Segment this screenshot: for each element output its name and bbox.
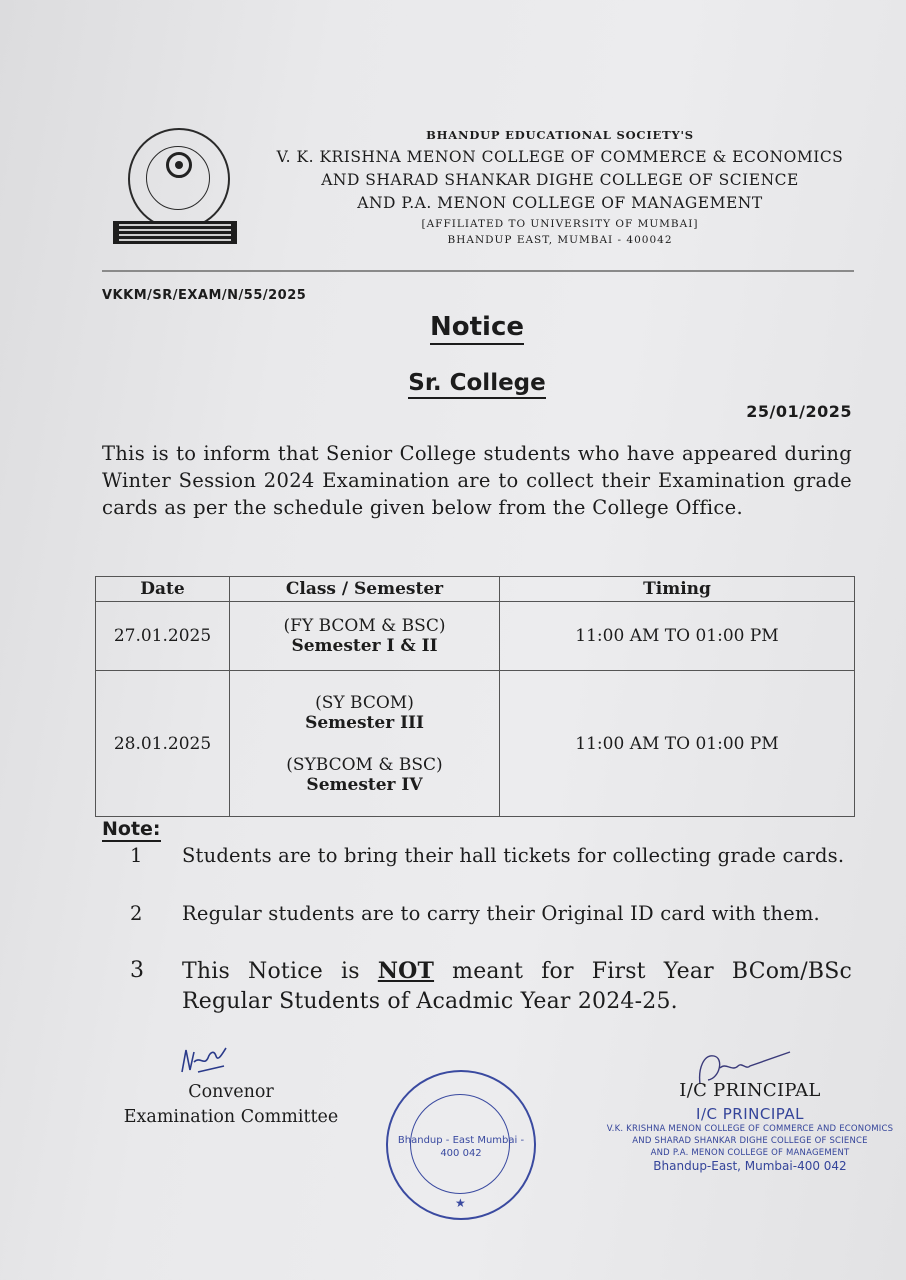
flower-icon (166, 152, 192, 178)
principal-stamp (600, 1105, 900, 1173)
header-divider (102, 270, 854, 272)
reference-number: VKKM/SR/EXAM/N/55/2025 (102, 288, 307, 303)
affiliation: [AFFILIATED TO UNIVERSITY OF MUMBAI] (421, 218, 699, 230)
college-name-line2: AND SHARAD SHANKAR DIGHE COLLEGE OF SCIENCE (321, 171, 799, 189)
convenor-title: Convenor (188, 1082, 274, 1102)
committee-name: Examination Committee (123, 1107, 339, 1127)
note-text: Students are to bring their hall tickets for collecting grade cards. (182, 844, 845, 867)
table-row (96, 671, 855, 817)
cell-timing: 11:00 AM TO 01:00 PM (500, 671, 855, 817)
principal-block (600, 1080, 900, 1173)
principal-stamp-line: AND SHARAD SHANKAR DIGHE COLLEGE OF SCIENCE (632, 1136, 868, 1146)
cell-date: 28.01.2025 (96, 671, 230, 817)
schedule-table (95, 576, 855, 817)
logo-caption-band (113, 221, 237, 244)
note-number: 3 (130, 958, 145, 983)
table-header-row (96, 577, 855, 602)
semester-label: Semester III (305, 712, 424, 733)
college-round-stamp (386, 1070, 536, 1220)
cell-class (230, 602, 500, 671)
society-name: BHANDUP EDUCATIONAL SOCIETY'S (426, 128, 694, 142)
society-logo-seal (128, 128, 230, 230)
college-name-line1: V. K. KRISHNA MENON COLLEGE OF COMMERCE & ECONOMICS (276, 148, 844, 166)
notice-date: 25/01/2025 (746, 402, 852, 421)
cell-timing: 11:00 AM TO 01:00 PM (500, 602, 855, 671)
class-label: (FY BCOM & BSC) (283, 616, 446, 636)
principal-stamp-line: V.K. KRISHNA MENON COLLEGE OF COMMERCE AND ECONOMICS (606, 1124, 894, 1134)
table-row (96, 602, 855, 671)
principal-title: I/C PRINCIPAL (679, 1080, 821, 1101)
notes-heading: Note: (102, 818, 161, 840)
note-number: 2 (130, 902, 143, 925)
note-text: This Notice is NOT meant for First Year BCom/BSc Regular Students of Acadmic Year 2024-25. (182, 958, 853, 1014)
note-text: Regular students are to carry their Original ID card with them. (182, 902, 820, 925)
college-name-line3: AND P.A. MENON COLLEGE OF MANAGEMENT (357, 194, 763, 212)
note-number: 1 (130, 844, 143, 867)
principal-stamp-address: Bhandup-East, Mumbai-400 042 (653, 1159, 847, 1173)
notice-body: This is to inform that Senior College students who have appeared during Winter Session 2024 Examination are to collect their Examination grade cards as per the schedule given below from the College Office. (102, 442, 852, 519)
address: BHANDUP EAST, MUMBAI - 400042 (447, 234, 673, 246)
semester-label: Semester IV (306, 774, 423, 795)
notice-title: Notice (0, 312, 906, 342)
principal-stamp-title: I/C PRINCIPAL (696, 1105, 804, 1123)
column-header-timing: Timing (500, 577, 855, 602)
emphasis-not: NOT (377, 958, 435, 984)
convenor-block (108, 1080, 354, 1130)
semester-label: Semester I & II (291, 636, 438, 656)
column-header-date: Date (96, 577, 230, 602)
star-icon: ★ (455, 1196, 466, 1210)
column-header-class: Class / Semester (230, 577, 500, 602)
notice-subtitle: Sr. College (0, 370, 906, 396)
class-label: (SYBCOM & BSC) (286, 754, 443, 775)
principal-stamp-line: AND P.A. MENON COLLEGE OF MANAGEMENT (650, 1148, 850, 1158)
stamp-center-text: Bhandup - East Mumbai - 400 042 (397, 1135, 525, 1159)
cell-class (230, 671, 500, 817)
convenor-signature (176, 1042, 236, 1078)
cell-date: 27.01.2025 (96, 602, 230, 671)
class-label: (SY BCOM) (315, 692, 414, 713)
